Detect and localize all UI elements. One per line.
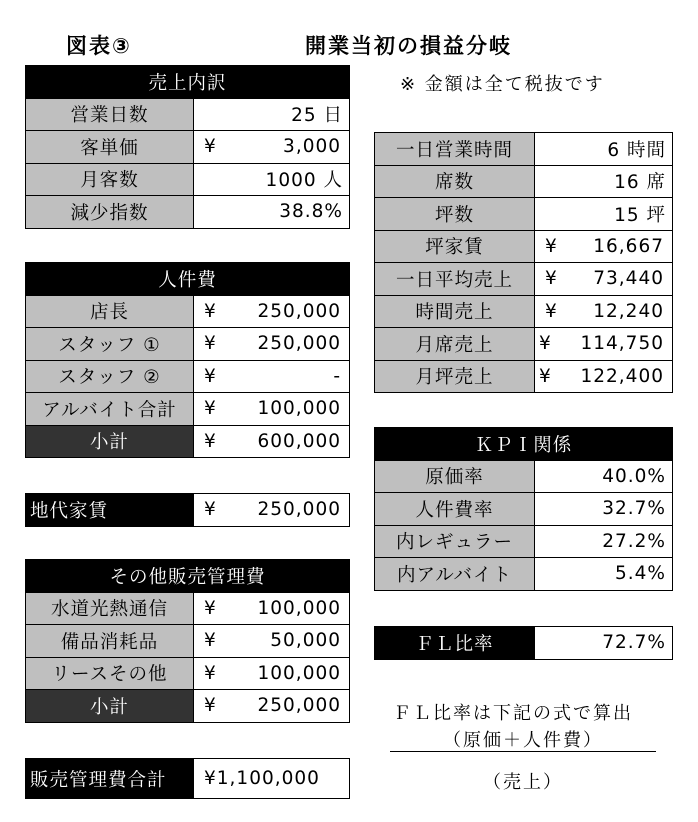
table-row xyxy=(375,230,673,263)
table-row xyxy=(375,263,673,296)
table-row xyxy=(26,163,350,196)
daily-avg-sales-value: 73,440 xyxy=(593,268,664,290)
monthly-tsubo-sales-label: 月坪売上 xyxy=(375,360,535,393)
monthly-customers-label: 月客数 xyxy=(26,163,194,196)
tsubo-label: 坪数 xyxy=(375,198,535,231)
part-time-total-label: アルバイト合計 xyxy=(26,393,194,426)
formula-numerator: （原価＋人件費） xyxy=(443,730,603,751)
currency-symbol: ¥ xyxy=(539,365,552,387)
currency-symbol: ¥ xyxy=(204,398,217,420)
currency-symbol: ¥ xyxy=(204,499,217,521)
personnel-table xyxy=(25,262,350,458)
staff-1-value: 250,000 xyxy=(257,333,342,355)
monthly-tsubo-sales-value: 122,400 xyxy=(580,365,664,387)
table-row xyxy=(26,98,350,131)
rent-value: 250,000 xyxy=(257,499,341,521)
table-row xyxy=(26,295,350,328)
currency-symbol: ¥ xyxy=(204,630,217,652)
rent-table xyxy=(25,493,350,527)
monthly-customers-value: 1000 人 xyxy=(194,163,350,196)
manager-label: 店長 xyxy=(26,295,194,328)
currency-symbol: ¥ xyxy=(545,235,558,257)
figure-label: 図表③ xyxy=(66,34,132,58)
labor-ratio-label: 人件費率 xyxy=(375,493,535,526)
labor-ratio-value: 32.7% xyxy=(535,493,673,526)
formula-denominator: （売上） xyxy=(483,772,563,793)
regular-ratio-value: 27.2% xyxy=(535,525,673,558)
personnel-subtotal-value: 600,000 xyxy=(257,430,342,452)
utilities-value: 100,000 xyxy=(257,597,342,619)
rent-label: 地代家賃 xyxy=(26,494,194,527)
daily-hours-label: 一日営業時間 xyxy=(375,133,535,166)
monthly-seat-sales-label: 月席売上 xyxy=(375,328,535,361)
personnel-title: 人件費 xyxy=(26,263,350,296)
table-row xyxy=(26,759,350,799)
table-row xyxy=(26,690,350,723)
table-row xyxy=(26,625,350,658)
currency-symbol: ¥ xyxy=(204,136,217,158)
rent-per-tsubo-label: 坪家賃 xyxy=(375,230,535,263)
sga-subtotal-label: 小計 xyxy=(26,690,194,723)
table-row xyxy=(375,525,673,558)
working-days-value: 25 日 xyxy=(194,98,350,131)
lease-other-label: リースその他 xyxy=(26,657,194,690)
sales-breakdown-table xyxy=(25,65,350,229)
sga-total-label: 販売管理費合計 xyxy=(26,759,194,799)
staff-1-label: スタッフ ① xyxy=(26,328,194,361)
regular-ratio-label: 内レギュラー xyxy=(375,525,535,558)
sga-title: その他販売管理費 xyxy=(26,560,350,593)
part-time-ratio-value: 5.4% xyxy=(535,558,673,591)
table-row xyxy=(26,360,350,393)
rent-per-tsubo-value: 16,667 xyxy=(593,235,664,257)
sga-total-value: ¥1,100,000 xyxy=(194,759,350,799)
supplies-value: 50,000 xyxy=(270,630,342,652)
daily-hours-value: 6 時間 xyxy=(535,133,673,166)
manager-value: 250,000 xyxy=(257,300,342,322)
currency-symbol: ¥ xyxy=(204,430,217,452)
lease-other-value: 100,000 xyxy=(257,662,342,684)
currency-symbol: ¥ xyxy=(204,695,217,717)
currency-symbol: ¥ xyxy=(545,268,558,290)
currency-symbol: ¥ xyxy=(545,300,558,322)
currency-symbol: ¥ xyxy=(204,333,217,355)
table-row xyxy=(26,425,350,458)
decline-index-label: 減少指数 xyxy=(26,196,194,229)
hourly-sales-label: 時間売上 xyxy=(375,295,535,328)
table-row xyxy=(26,196,350,229)
fl-ratio-table xyxy=(374,626,673,660)
table-row xyxy=(375,328,673,361)
unit-price-value: 3,000 xyxy=(283,136,342,158)
table-row xyxy=(375,360,673,393)
currency-symbol: ¥ xyxy=(539,333,552,355)
sga-subtotal-value: 250,000 xyxy=(257,695,342,717)
table-row xyxy=(26,494,350,527)
kpi-table xyxy=(374,427,673,591)
fl-ratio-value: 72.7% xyxy=(535,627,673,660)
seats-value: 16 席 xyxy=(535,165,673,198)
sga-table xyxy=(25,559,350,723)
currency-symbol: ¥ xyxy=(204,365,217,387)
staff-2-value: - xyxy=(333,365,342,387)
table-row xyxy=(26,393,350,426)
cost-ratio-label: 原価率 xyxy=(375,460,535,493)
currency-symbol: ¥ xyxy=(204,300,217,322)
part-time-total-value: 100,000 xyxy=(257,398,342,420)
table-row xyxy=(375,295,673,328)
sales-breakdown-title: 売上内訳 xyxy=(26,66,350,99)
table-row xyxy=(26,592,350,625)
fl-ratio-label: ＦＬ比率 xyxy=(375,627,535,660)
table-row xyxy=(26,131,350,164)
table-row xyxy=(375,627,673,660)
hourly-sales-value: 12,240 xyxy=(593,300,664,322)
kpi-title: ＫＰＩ関係 xyxy=(375,428,673,461)
supplies-label: 備品消耗品 xyxy=(26,625,194,658)
table-row xyxy=(26,657,350,690)
part-time-ratio-label: 内アルバイト xyxy=(375,558,535,591)
daily-avg-sales-label: 一日平均売上 xyxy=(375,263,535,296)
tsubo-value: 15 坪 xyxy=(535,198,673,231)
page-title: 開業当初の損益分岐 xyxy=(305,34,512,58)
monthly-seat-sales-value: 114,750 xyxy=(580,333,664,355)
table-row xyxy=(375,460,673,493)
unit-price-label: 客単価 xyxy=(26,131,194,164)
working-days-label: 営業日数 xyxy=(26,98,194,131)
sga-total-table xyxy=(25,758,350,799)
table-row xyxy=(375,198,673,231)
table-row xyxy=(375,133,673,166)
formula-fraction-line xyxy=(390,751,656,752)
utilities-label: 水道光熱通信 xyxy=(26,592,194,625)
table-row xyxy=(375,165,673,198)
seats-label: 席数 xyxy=(375,165,535,198)
cost-ratio-value: 40.0% xyxy=(535,460,673,493)
table-row xyxy=(375,493,673,526)
staff-2-label: スタッフ ② xyxy=(26,360,194,393)
operations-table xyxy=(374,132,673,393)
formula-caption: ＦＬ比率は下記の式で算出 xyxy=(393,703,633,724)
table-row xyxy=(26,328,350,361)
currency-symbol: ¥ xyxy=(204,662,217,684)
table-row xyxy=(375,558,673,591)
personnel-subtotal-label: 小計 xyxy=(26,425,194,458)
currency-symbol: ¥ xyxy=(204,597,217,619)
decline-index-value: 38.8% xyxy=(194,196,350,229)
tax-note: ※ 金額は全て税抜です xyxy=(400,74,605,95)
